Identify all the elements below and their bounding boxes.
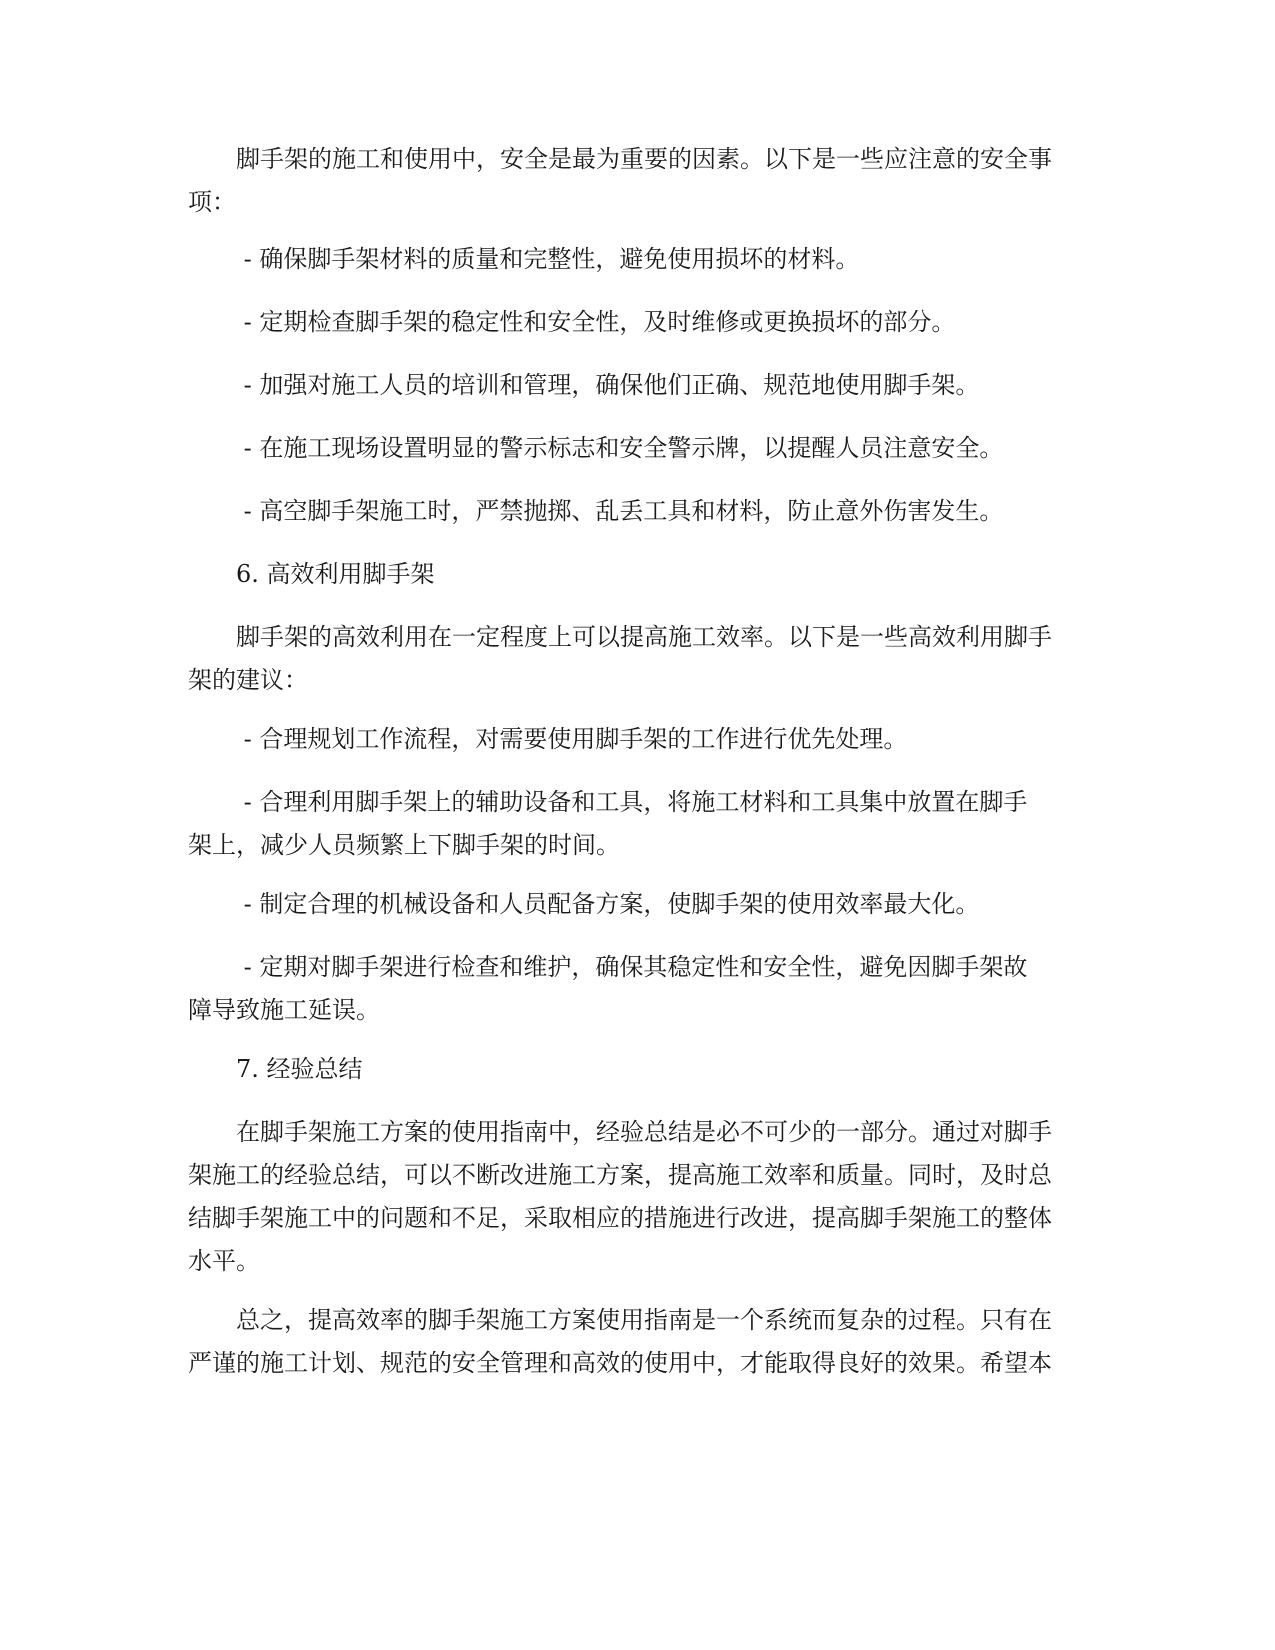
text-line: 架上，减少人员频繁上下脚手架的时间。	[188, 831, 620, 859]
paragraph-experience-summary	[188, 1111, 1088, 1283]
text-line: 6. 高效利用脚手架	[188, 560, 435, 588]
bullet-item	[188, 238, 1088, 281]
text-line: 脚手架的高效利用在一定程度上可以提高施工效率。以下是一些高效利用脚手	[188, 623, 1052, 651]
text-line: 在脚手架施工方案的使用指南中，经验总结是必不可少的一部分。通过对脚手	[188, 1118, 1052, 1146]
bullet-item	[188, 427, 1088, 470]
section-heading	[188, 553, 1088, 596]
text-line: 架施工的经验总结，可以不断改进施工方案，提高施工效率和质量。同时，及时总	[188, 1161, 1052, 1189]
text-line: 严谨的施工计划、规范的安全管理和高效的使用中，才能取得良好的效果。希望本	[188, 1349, 1052, 1377]
text-line: - 加强对施工人员的培训和管理，确保他们正确、规范地使用脚手架。	[188, 371, 980, 399]
paragraph-conclusion	[188, 1299, 1088, 1385]
bullet-item	[188, 883, 1088, 926]
paragraph-safety-intro	[188, 138, 1088, 224]
section-heading	[188, 1048, 1088, 1091]
text-line: - 合理规划工作流程，对需要使用脚手架的工作进行优先处理。	[188, 725, 908, 753]
text-line: - 定期检查脚手架的稳定性和安全性，及时维修或更换损坏的部分。	[188, 308, 956, 336]
text-line: - 合理利用脚手架上的辅助设备和工具，将施工材料和工具集中放置在脚手	[188, 788, 1028, 816]
text-line: 障导致施工延误。	[188, 996, 380, 1024]
bullet-item	[188, 946, 1088, 1032]
bullet-item	[188, 718, 1088, 761]
text-line: - 制定合理的机械设备和人员配备方案，使脚手架的使用效率最大化。	[188, 890, 980, 918]
text-line: 架的建议：	[188, 666, 308, 694]
text-line: 水平。	[188, 1247, 260, 1275]
bullet-item	[188, 490, 1088, 533]
text-line: 7. 经验总结	[188, 1055, 363, 1083]
bullet-item	[188, 781, 1088, 867]
text-line: - 确保脚手架材料的质量和完整性，避免使用损坏的材料。	[188, 245, 860, 273]
text-line: 总之，提高效率的脚手架施工方案使用指南是一个系统而复杂的过程。只有在	[188, 1306, 1052, 1334]
text-line: - 在施工现场设置明显的警示标志和安全警示牌，以提醒人员注意安全。	[188, 434, 1004, 462]
text-line: 脚手架的施工和使用中，安全是最为重要的因素。以下是一些应注意的安全事	[188, 145, 1052, 173]
text-line: 结脚手架施工中的问题和不足，采取相应的措施进行改进，提高脚手架施工的整体	[188, 1204, 1052, 1232]
text-line: - 高空脚手架施工时，严禁抛掷、乱丢工具和材料，防止意外伤害发生。	[188, 497, 1004, 525]
text-line: 项：	[188, 188, 236, 216]
bullet-item	[188, 364, 1088, 407]
paragraph-efficiency-intro	[188, 616, 1088, 702]
text-line: - 定期对脚手架进行检查和维护，确保其稳定性和安全性，避免因脚手架故	[188, 953, 1028, 981]
bullet-item	[188, 301, 1088, 344]
